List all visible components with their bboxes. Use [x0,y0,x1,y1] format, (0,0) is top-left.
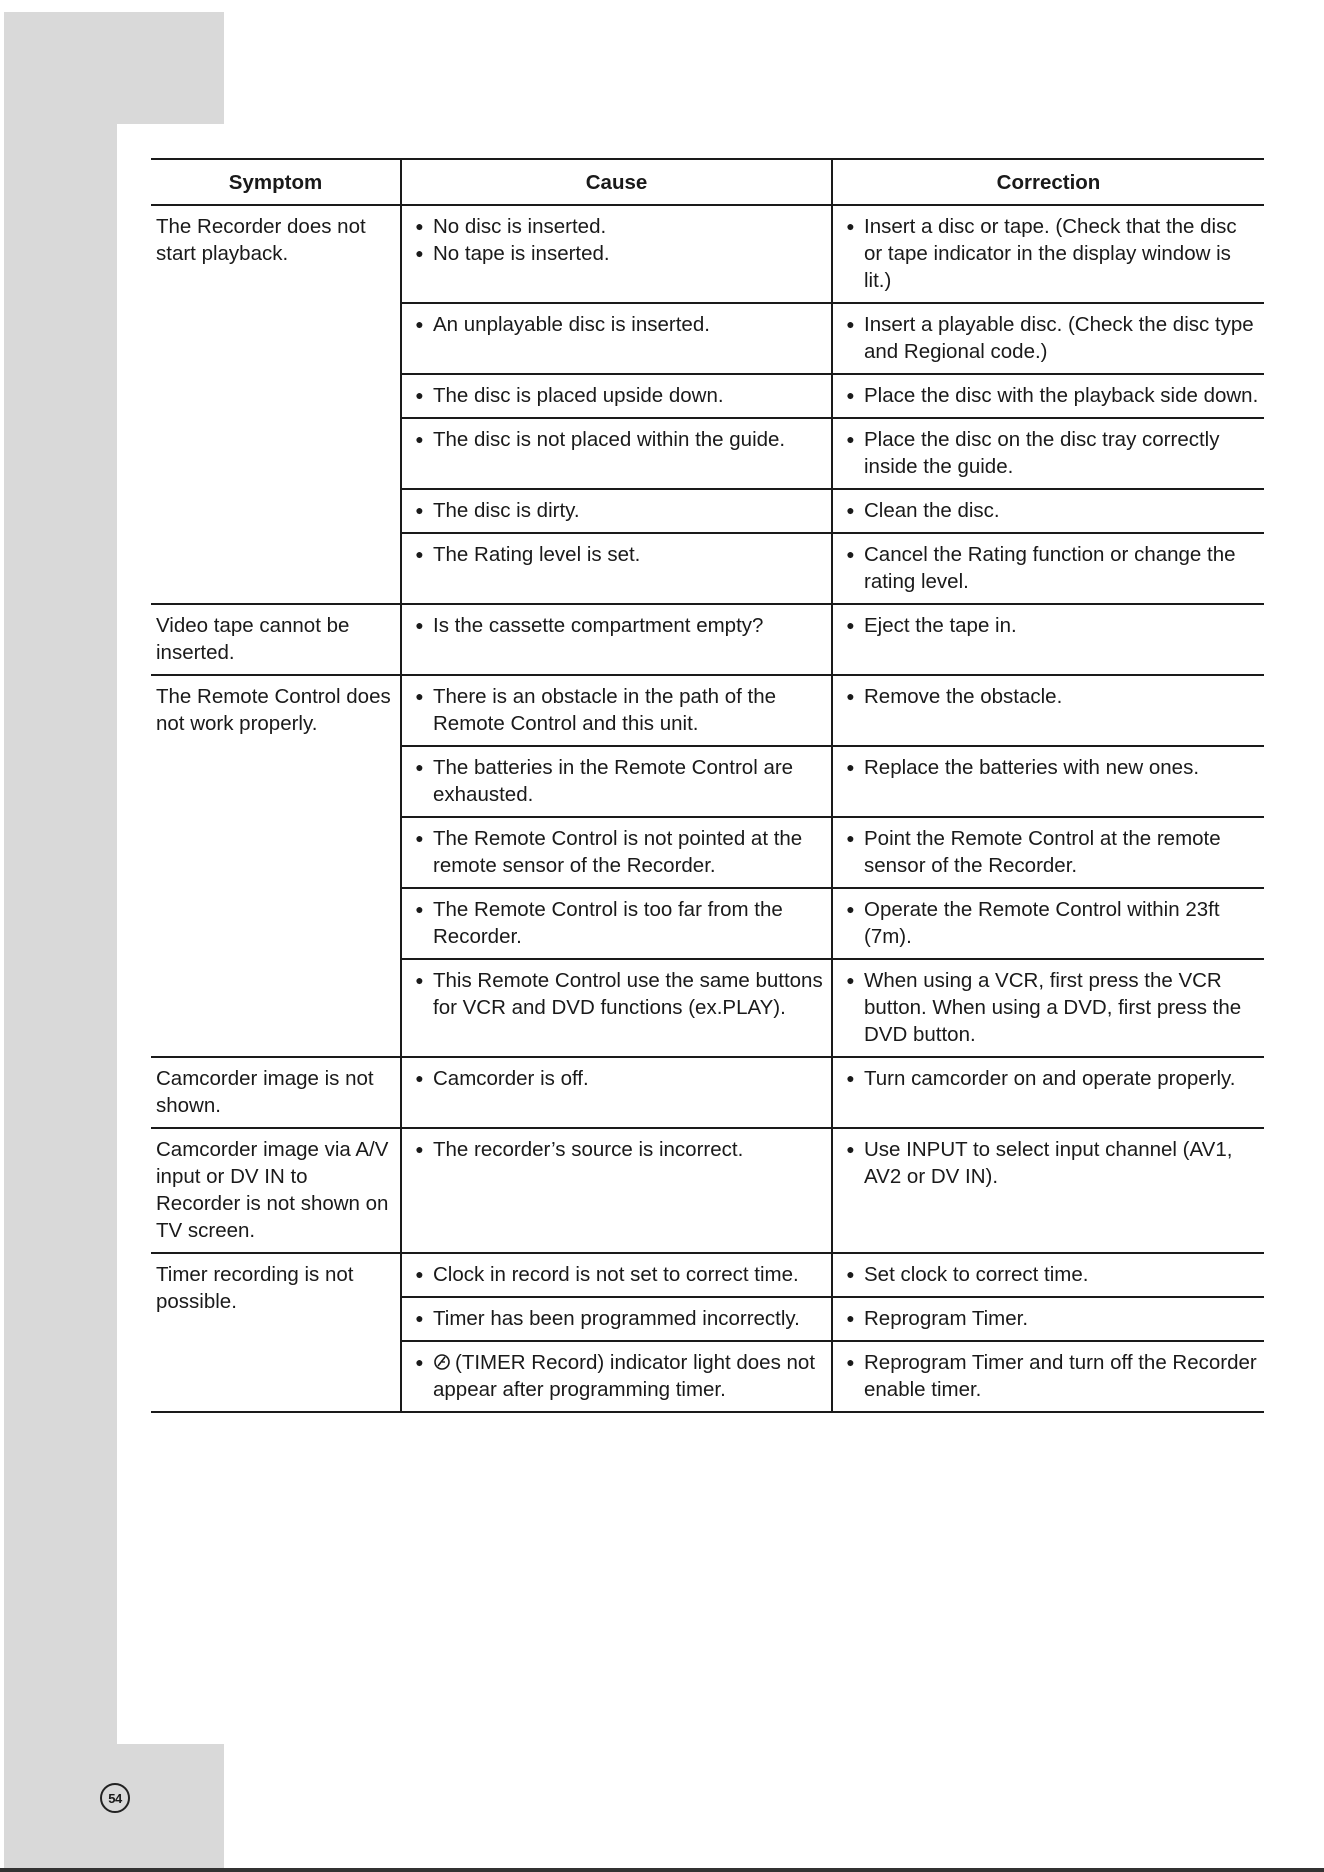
bullet-item [406,1349,827,1403]
cause-cell [401,1253,832,1297]
sidebar-strip [4,124,117,1744]
bullet-item [837,311,1260,365]
header-correction: Correction [832,159,1264,205]
bullet-icon: ● [415,1266,424,1282]
bullet-icon: ● [846,1310,855,1326]
bullet-icon: ● [415,688,424,704]
bullet-icon: ● [415,218,424,234]
bullet-icon: ● [415,431,424,447]
bullet-item [837,1305,1260,1332]
bullet-icon: ● [846,759,855,775]
cause-cell [401,303,832,374]
correction-cell [832,1297,1264,1341]
bullet-icon: ● [415,617,424,633]
bullet-text: Clock in record is not set to correct time. [433,1263,799,1286]
correction-cell [832,675,1264,746]
bullet-icon: ● [415,1354,424,1370]
bullet-item [837,754,1260,781]
bullet-item [406,1305,827,1332]
cause-cell [401,1341,832,1412]
bullet-icon: ● [415,1070,424,1086]
correction-cell [832,1341,1264,1412]
page-number: 54 [100,1783,130,1813]
bullet-text: Remove the obstacle. [864,685,1063,708]
bullet-text: Reprogram Timer and turn off the Recorder enable timer. [864,1351,1257,1401]
bullet-text: Turn camcorder on and operate properly. [864,1067,1236,1090]
bullet-icon: ● [846,830,855,846]
cause-cell [401,817,832,888]
bullet-text: Insert a disc or tape. (Check that the disc or tape indicator in the display window is lit.) [864,215,1237,292]
bullet-icon: ● [415,901,424,917]
correction-cell [832,959,1264,1057]
bullet-item [406,541,827,568]
bullet-item [837,1136,1260,1190]
bullet-text: The recorder’s source is incorrect. [433,1138,744,1161]
bullet-text: This Remote Control use the same buttons for VCR and DVD functions (ex.PLAY). [433,969,823,1019]
header-cause: Cause [401,159,832,205]
bullet-text: Use INPUT to select input channel (AV1, AV2 or DV IN). [864,1138,1233,1188]
cause-cell [401,1128,832,1253]
table-row [151,1128,1264,1253]
bullet-item [406,1261,827,1288]
bullet-text: Eject the tape in. [864,614,1017,637]
cause-cell [401,675,832,746]
bullet-icon: ● [846,316,855,332]
bullet-text: The disc is not placed within the guide. [433,428,786,451]
cause-cell [401,374,832,418]
bullet-text: The batteries in the Remote Control are exhausted. [433,756,794,806]
bullet-icon: ● [846,502,855,518]
bullet-item [837,1261,1260,1288]
symptom-cell: Timer recording is not possible. [151,1253,401,1412]
bullet-icon: ● [415,387,424,403]
bullet-icon: ● [415,830,424,846]
bullet-icon: ● [846,688,855,704]
bullet-text: Replace the batteries with new ones. [864,756,1200,779]
bullet-text: The Remote Control is too far from the Recorder. [433,898,783,948]
cause-cell [401,533,832,604]
bullet-item [837,497,1260,524]
bullet-icon: ● [846,1266,855,1282]
bullet-item [837,1349,1260,1403]
troubleshooting-table [151,158,1264,1413]
bullet-text: The Rating level is set. [433,543,641,566]
bullet-item [406,213,827,240]
cause-cell [401,418,832,489]
bullet-text: Timer has been programmed incorrectly. [433,1307,800,1330]
correction-cell [832,817,1264,888]
bullet-icon: ● [846,617,855,633]
correction-cell [832,205,1264,303]
correction-cell [832,303,1264,374]
table-row [151,604,1264,675]
bullet-item [406,825,827,879]
cause-cell [401,489,832,533]
bullet-item [406,683,827,737]
bullet-icon: ● [846,972,855,988]
cause-cell [401,888,832,959]
bullet-item [406,612,827,639]
cause-cell [401,1297,832,1341]
bullet-text: Place the disc with the playback side down. [864,384,1259,407]
bullet-text: Point the Remote Control at the remote sensor of the Recorder. [864,827,1221,877]
bullet-icon: ● [846,1354,855,1370]
bullet-text: The disc is placed upside down. [433,384,724,407]
bullet-item [837,612,1260,639]
correction-cell [832,1057,1264,1128]
bullet-icon: ● [415,546,424,562]
table-row [151,1057,1264,1128]
bullet-icon: ● [846,546,855,562]
bullet-item [837,683,1260,710]
table-row [151,675,1264,746]
symptom-cell: Camcorder image via A/V input or DV IN to Recorder is not shown on TV screen. [151,1128,401,1253]
cause-cell [401,604,832,675]
cause-cell [401,959,832,1057]
correction-cell [832,604,1264,675]
bullet-item [406,754,827,808]
bullet-text: The Remote Control is not pointed at the remote sensor of the Recorder. [433,827,803,877]
symptom-cell: The Recorder does not start playback. [151,205,401,604]
bullet-item [837,382,1260,409]
bullet-item [406,426,827,453]
symptom-cell: The Remote Control does not work properly. [151,675,401,1057]
bullet-item [837,896,1260,950]
bullet-text: Set clock to correct time. [864,1263,1089,1286]
bullet-text: Reprogram Timer. [864,1307,1029,1330]
bullet-item [837,213,1260,294]
header-symptom: Symptom [151,159,401,205]
bullet-item [837,825,1260,879]
bullet-item [837,967,1260,1048]
correction-cell [832,888,1264,959]
bullet-item [837,1065,1260,1092]
bullet-icon: ● [415,316,424,332]
bullet-icon: ● [415,972,424,988]
timer-icon [433,1349,451,1376]
bullet-icon: ● [415,1310,424,1326]
cause-cell [401,1057,832,1128]
bullet-icon: ● [846,387,855,403]
bullet-text: Is the cassette compartment empty? [433,614,764,637]
bullet-text: When using a VCR, first press the VCR button. When using a DVD, first press the DVD button. [864,969,1242,1046]
bullet-text: Cancel the Rating function or change the rating level. [864,543,1236,593]
bullet-text: No tape is inserted. [433,242,610,265]
bullet-text: There is an obstacle in the path of the Remote Control and this unit. [433,685,777,735]
symptom-cell: Video tape cannot be inserted. [151,604,401,675]
correction-cell [832,418,1264,489]
bullet-icon: ● [846,901,855,917]
bullet-item [406,1065,827,1092]
bullet-icon: ● [415,1141,424,1157]
bullet-text: Insert a playable disc. (Check the disc type and Regional code.) [864,313,1254,363]
symptom-cell: Camcorder image is not shown. [151,1057,401,1128]
bullet-text: Operate the Remote Control within 23ft (7m). [864,898,1220,948]
bullet-item [406,240,827,267]
table-row [151,1253,1264,1297]
bullet-icon: ● [415,502,424,518]
bullet-icon: ● [415,245,424,261]
table-header-row [151,159,1264,205]
bullet-icon: ● [846,1070,855,1086]
bullet-item [406,896,827,950]
correction-cell [832,489,1264,533]
correction-cell [832,374,1264,418]
bullet-icon: ● [846,218,855,234]
bullet-item [837,426,1260,480]
table-row [151,205,1264,303]
cause-cell [401,746,832,817]
cause-cell [401,205,832,303]
sidebar-tab-top [4,12,224,124]
bullet-text: No disc is inserted. [433,215,607,238]
correction-cell [832,1253,1264,1297]
correction-cell [832,746,1264,817]
bullet-text: Place the disc on the disc tray correctly inside the guide. [864,428,1220,478]
bullet-item [406,1136,827,1163]
bullet-icon: ● [846,1141,855,1157]
bullet-icon: ● [846,431,855,447]
bullet-item [406,497,827,524]
bullet-text: The disc is dirty. [433,499,580,522]
bullet-text: Clean the disc. [864,499,1000,522]
bottom-rule [0,1868,1324,1872]
bullet-item [406,311,827,338]
bullet-item [837,541,1260,595]
bullet-icon: ● [415,759,424,775]
bullet-item [406,382,827,409]
bullet-text: (TIMER Record) indicator light does not appear after programming timer. [433,1351,816,1401]
bullet-text: An unplayable disc is inserted. [433,313,710,336]
correction-cell [832,533,1264,604]
bullet-item [406,967,827,1021]
bullet-text: Camcorder is off. [433,1067,589,1090]
correction-cell [832,1128,1264,1253]
table-body [151,205,1264,1412]
